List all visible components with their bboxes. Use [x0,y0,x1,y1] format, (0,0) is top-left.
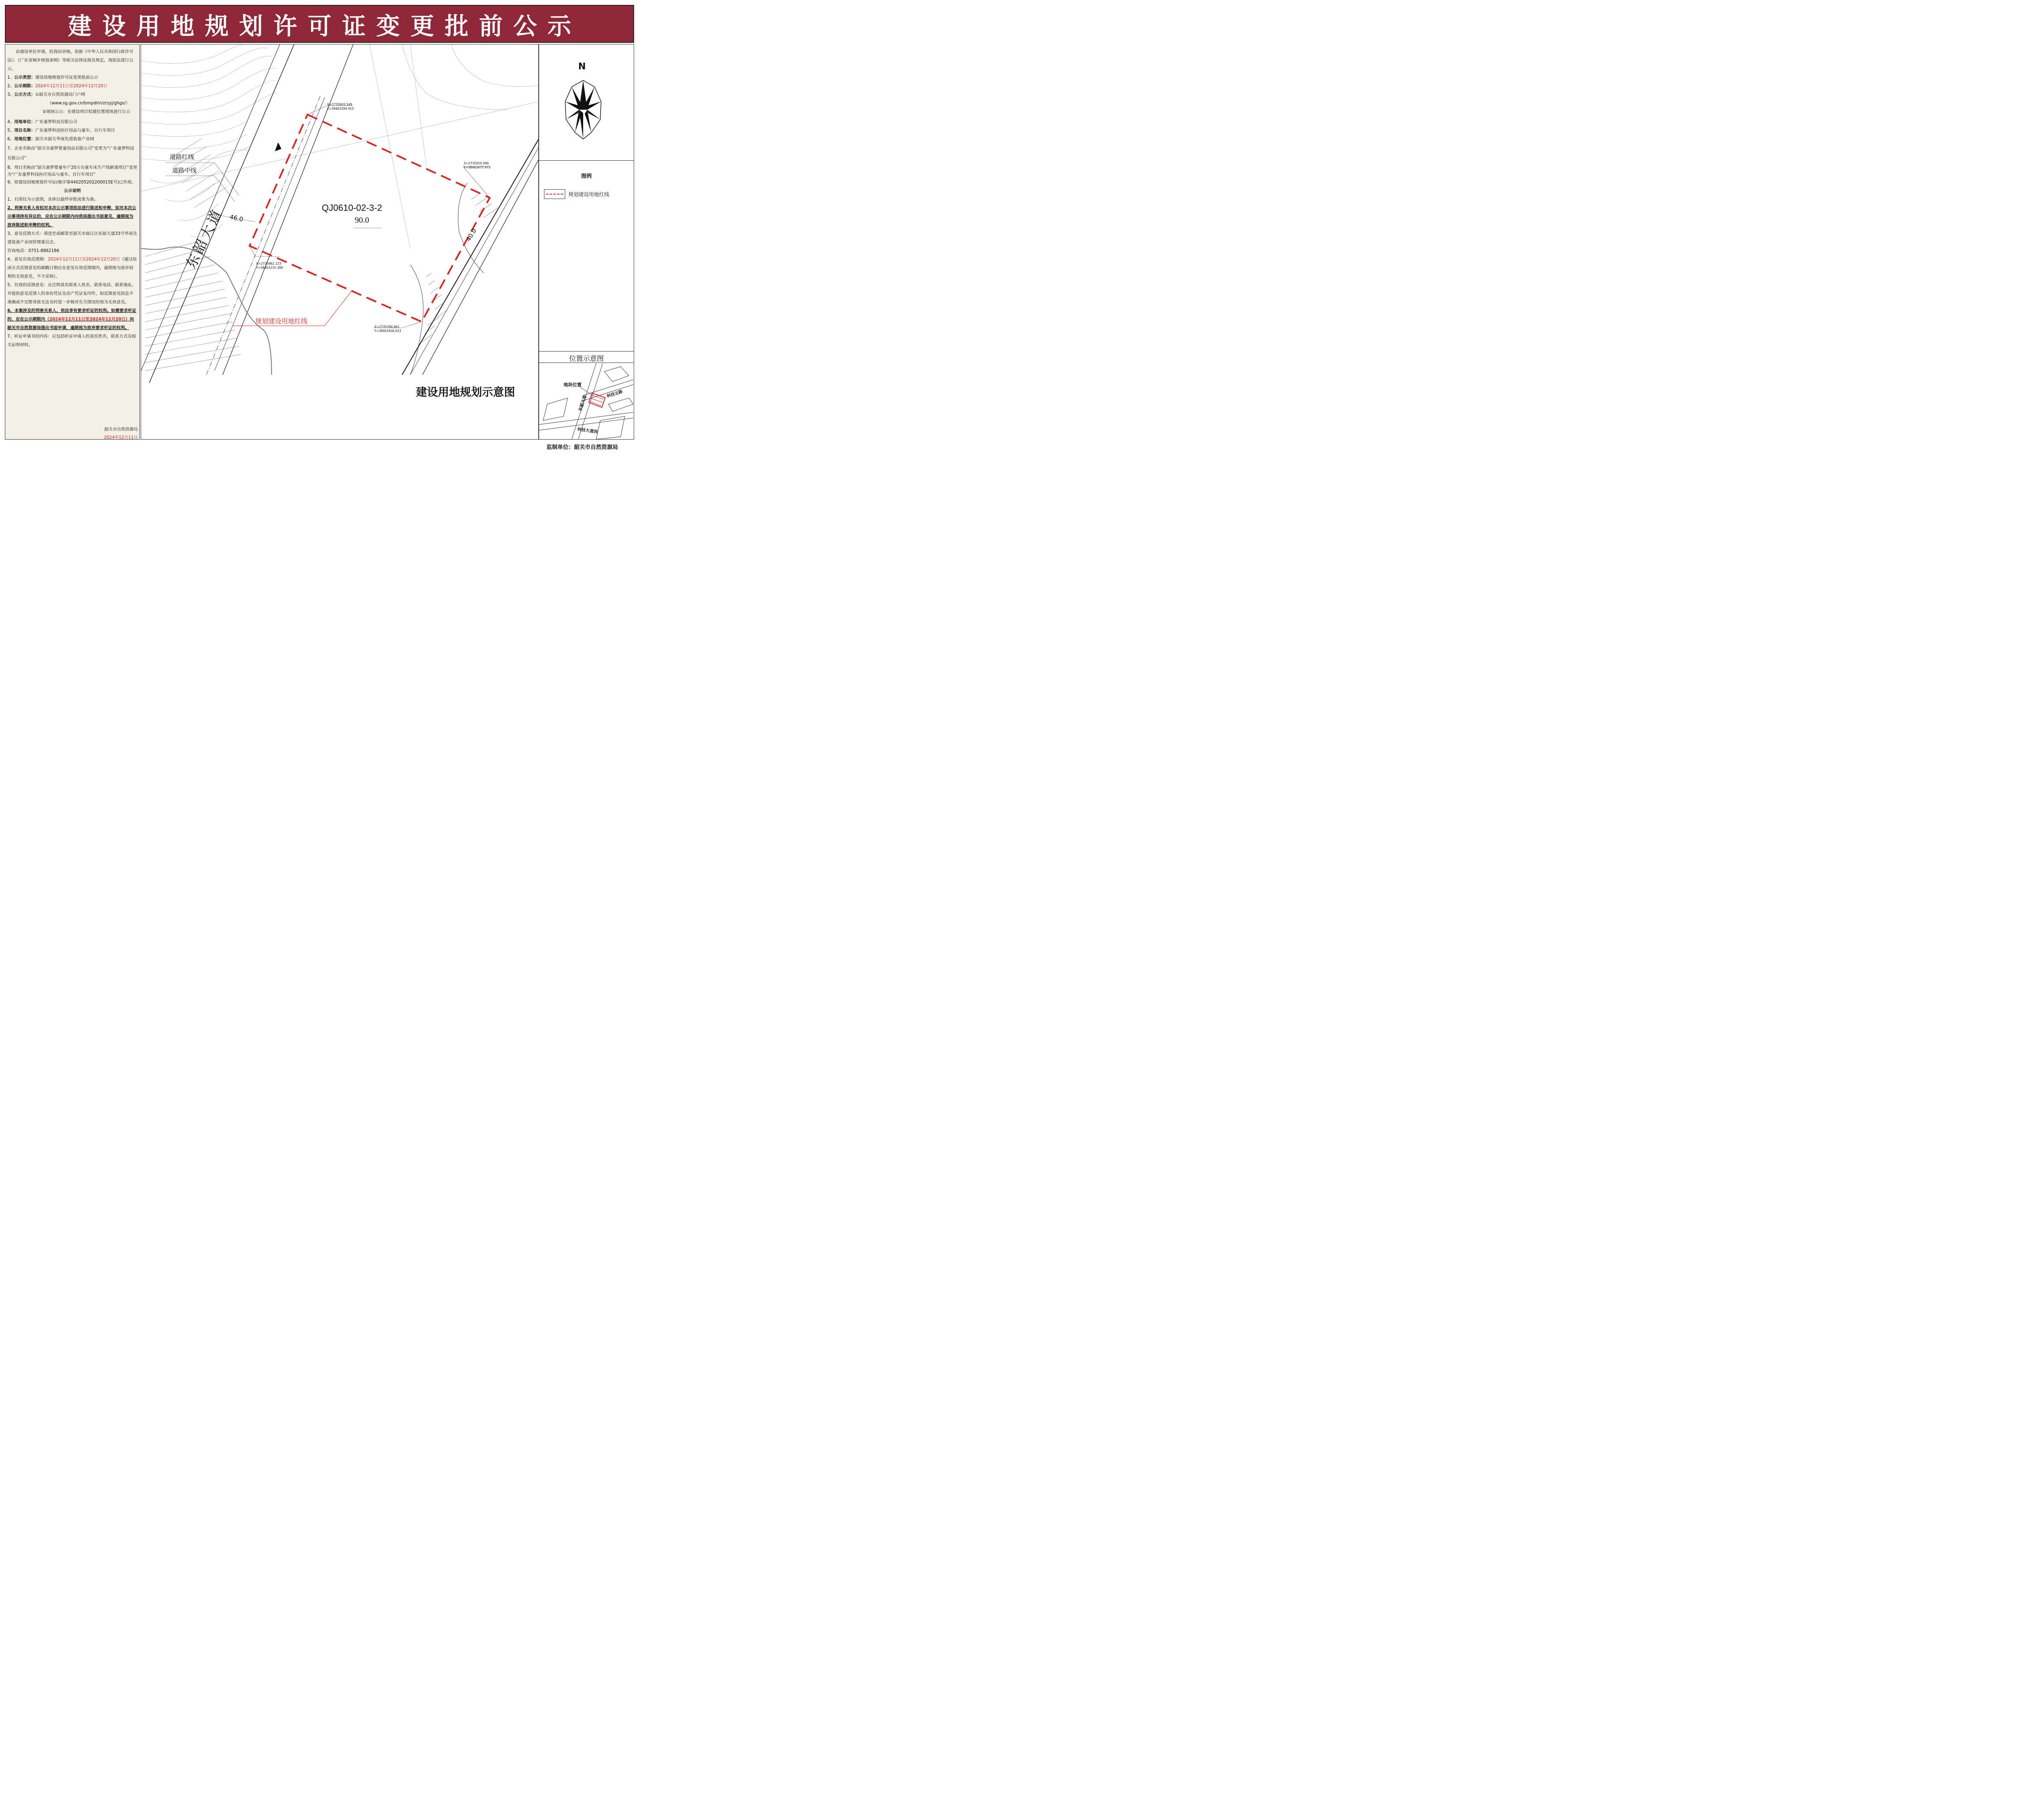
boundary-label: 规划建设用地红线 [255,317,308,325]
item-value: ①韶关市自然资源局门户网 [35,92,85,97]
item-num: 3、 [7,92,14,97]
coord-x: X=2735910.496 [464,161,489,165]
supervisor-footer: 监制单位：韶关市自然资源局 [546,444,618,451]
item-value: 韶关市韶关华南先进装备产业园 [35,137,94,142]
item-num: 6、 [7,137,14,142]
item-num: 5、 [7,128,14,133]
item-2 [7,82,137,91]
item-label: 用地单位： [14,119,35,124]
north-label: N [578,62,586,72]
notice-6-tail: ）向韶关市自然资源局提出书面申请，逾期视为放弃要求听证的权利。 [7,317,134,330]
page-title: 建设用地规划许可证变更批前公示 [68,12,582,40]
item-label: 公示期限： [14,84,35,88]
coord-ne [464,161,491,170]
item-6 [7,135,137,144]
location-title: 位置示意图 [569,355,604,363]
portal-url: （www.sg.gov.cn/bmpdlm/zrzyj/ghgs/） [47,101,130,106]
legend-title: 图例 [581,173,592,179]
notice-6-head: 6、本案涉及的利害关系人，依法享有要求听证的权利。如需要求听证的，应在公示期限内（ [7,308,137,322]
notice-4-period: 2024年12月11日至2024年12月20日 [48,257,120,262]
item-label: 公示方式： [14,92,35,97]
notice-5: 5、有效的反馈意见：应注明真实联系人姓名、联系电话、联系地址，并提供意见反馈人的身份凭证及房产凭证复印件，如反馈意见信息不准确或不完整导致无法及时进一步核对有关情况的视为无效意见。 [7,283,136,305]
item-3 [7,91,137,99]
legend-item-label: 规划建设用地红线 [568,191,610,197]
issue-date: 2024年12月11日 [104,435,138,440]
legend-item-red-line [544,189,609,199]
coord-nw [327,103,354,111]
item-value: 建设用地规划许可证变更批前公示 [35,75,98,80]
item-label: 项目名称： [14,128,35,133]
item-8: 8、项目名称由“韶关童梦婴童年产20万台童车床生产线新建项目”变更为“广东童梦科技医疗用品与童车、自行车项目” [7,165,137,177]
separator [539,351,634,352]
north-arrow-icon [563,76,604,142]
red-dashed-line-swatch [544,189,565,199]
item-value: 2024年12月11日至2024年12月20日 [35,84,108,88]
notice-2: 2、利害关系人有权对本次公示事项依法进行陈述和申辩，如对本次公示事项持有异议的，应在公示期限内向我局提出书面意见，逾期视为放弃陈述和申辩的权利。 [7,206,137,228]
map-caption: 建设用地规划示意图 [416,386,515,399]
road-red-line-label: 道路红线 [170,153,195,161]
notice-4 [7,255,137,281]
loc-parcel-label: 地块位置 [564,382,582,387]
road-center-line-label: 道路中线 [172,167,197,174]
coord-se [374,325,401,333]
parcel-code: QJ0610-02-3-2 [322,203,382,213]
item-num: 4、 [7,119,14,124]
notice-7: 7、听证申请书的内容：应包括听证申请人的真实姓名，联系方式及相关证明材料。 [7,334,136,347]
dongshao-road-name: 东韶大道 [183,205,226,272]
coord-y: Y=38463406.023 [374,329,401,333]
separator [539,160,634,161]
notice-text-panel [5,44,140,440]
notice-6 [7,307,137,332]
item-1 [7,73,137,82]
intro-paragraph: 由建设单位申请，经我局审核，依据《中华人民共和国行政许可法》、《广东省城乡规划条例》等相关法律法规及规定，现依法进行公示。 [7,49,133,71]
coord-x: X=2735784.861 [374,325,400,329]
notice-title: 公示说明 [64,188,81,193]
notice-6-period: 2024年12月11日至2024年12月20日 [49,317,126,322]
loc-road3-label: 科技大道西 [577,427,598,435]
item-4 [7,118,137,126]
right-road-width: 40.0 [464,227,478,243]
item-num: 2、 [7,84,14,88]
item-7: 7、企业名称由“韶关市童梦婴童用品有限公司”变更为“广东童梦科技有限公司” [7,146,134,161]
item-label: 用地位置： [14,137,35,142]
item-value: 广东童梦科技有限公司 [35,119,77,124]
coord-y: Y=38463235.389 [256,266,283,270]
loc-road2-label: 东韶大道 [578,395,588,412]
notice-3: 3、意见反馈方式：请送至或邮寄至韶关市曲江区东韶大道33号华南先进装备产业园管理委员会。 [7,231,137,245]
phone: 咨询电话：0751-8862186 [7,248,60,253]
parcel-boundary [250,115,490,322]
item-5 [7,126,137,135]
item-num: 1、 [7,75,14,80]
notice-1: 1、右图仅为示意图，具体以最终审批成果为准。 [7,197,98,202]
title-banner [5,5,634,43]
coord-y: Y=38463477.973 [464,166,491,169]
notice-4-head: 4、意见有效反馈期： [7,257,48,262]
parcel-area: 90.0 [355,216,369,225]
coord-y: Y=38463294.915 [327,107,354,111]
road-width-label: 46.0 [229,213,244,223]
legend-panel [539,44,634,440]
right-road-hatching [422,193,498,342]
coord-x: X=2735993.549 [327,103,352,106]
issuing-org: 韶关市自然资源局 [104,427,138,432]
onsite-method: ②现场公示：在建设项目拟建位置现场进行公示 [42,109,130,114]
notice-4-tail: （通过信函方式反馈意见的邮戳日期应在意见有效反馈期内，逾期视为放弃权利的无效意见，不予采纳）。 [7,257,137,279]
dongshao-road-lines [141,44,353,383]
item-value: 广东童梦科技医疗用品与童车、自行车项目 [35,128,115,133]
item-label: 公示类型： [14,75,35,80]
item-9: 9、原建设用地规划许可证(地字第440205202200015E号)已作废。 [7,180,136,185]
coord-x: X=2735862.223 [256,262,281,265]
right-road-lines [402,138,539,375]
coord-sw [256,262,283,270]
site-plan-map [141,44,539,440]
loc-road1-label: 科技五路 [606,389,624,399]
